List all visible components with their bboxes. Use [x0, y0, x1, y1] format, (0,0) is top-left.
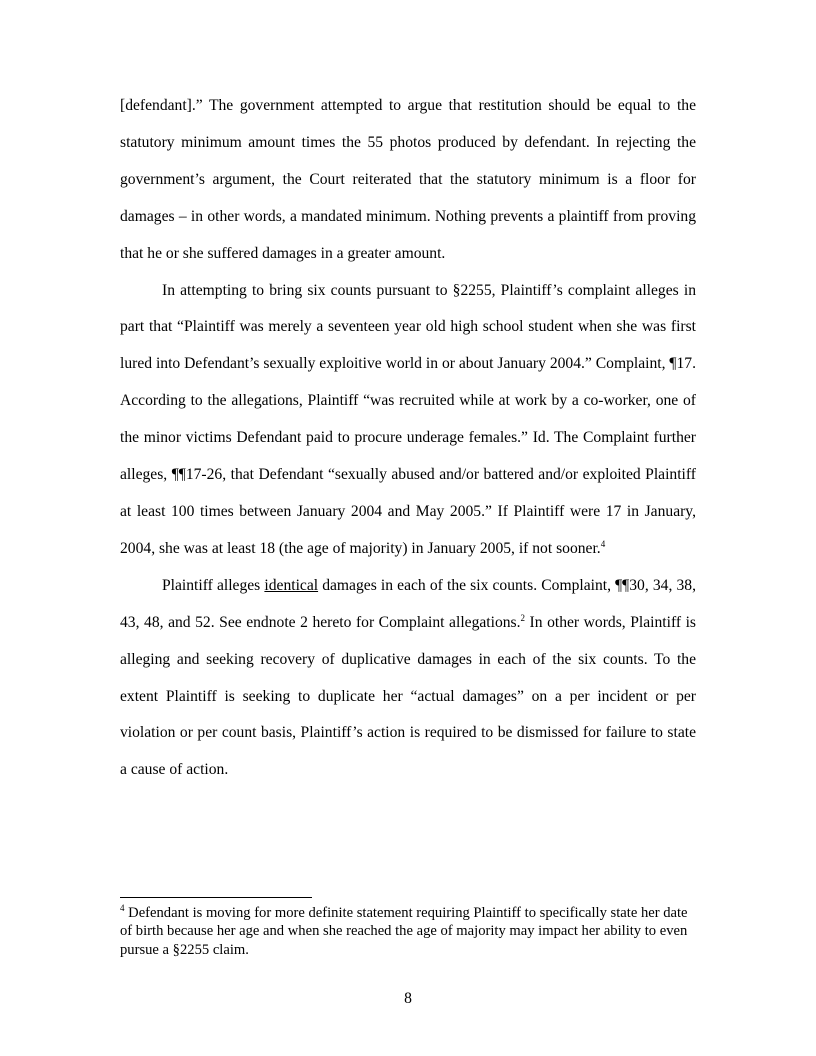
endnote-reference-2[interactable]: 2 [520, 612, 526, 623]
paragraph-age-allegations-text: In attempting to bring six counts pursuant to §2255, Plaintiff’s complaint alleges in part that “Plaintiff was merely a seventeen year old high school student when she was first lured into Defendant’s sexually exploitive world in or about January 2004.” Complaint, ¶17. According to the allegations, Plaintiff “was recruited while at work by a co-worker, one of the minor victims Defendant paid to procure underage females.” Id. The Complaint further alleges, ¶¶17-26, that Defendant “sexually abused and/or battered and/or exploited Plaintiff at least 100 times between January 2004 and May 2005.” If Plaintiff were 17 in January, 2004, she was at least 18 (the age of majority) in January 2005, if not sooner. [120, 281, 696, 557]
footnote-text: Defendant is moving for more definite statement requiring Plaintiff to specifically state her date of birth because her age and when she reached the age of majority may impact her ability to even pursue a §2255 claim. [120, 905, 688, 958]
body-text [120, 88, 696, 789]
paragraph-restitution [120, 88, 696, 273]
footnote-separator [120, 897, 312, 898]
footnote-4 [120, 904, 696, 959]
underlined-word-identical: identical [264, 576, 319, 594]
footnote-reference-4[interactable]: 4 [600, 538, 606, 549]
page-number: 8 [404, 990, 412, 1007]
paragraph-duplicative-damages-text-3: In other words, Plaintiff is alleging and seeking recovery of duplicative damages in each of the six counts. To the extent Plaintiff is seeking to duplicate her “actual damages” on a per incident or per violation or per count basis, Plaintiff’s action is required to be dismissed for failure to state a cause of action. [120, 613, 696, 779]
paragraph-duplicative-damages-text-2: damages in each of the six counts. Complaint, ¶¶30, 34, 38, 43, 48, and 52. See endnote 2 hereto for Complaint allegations. [120, 576, 696, 631]
paragraph-duplicative-damages [120, 568, 696, 789]
paragraph-restitution-text: [defendant].” The government attempted to argue that restitution should be equal to the statutory minimum amount times the 55 photos produced by defendant. In rejecting the government’s argument, the Court reiterated that the statutory minimum is a floor for damages – in other words, a mandated minimum. Nothing prevents a plaintiff from proving that he or she suffered damages in a greater amount. [120, 97, 696, 262]
footnote-number: 4 [120, 903, 125, 913]
paragraph-age-allegations [120, 273, 696, 568]
paragraph-duplicative-damages-text-1: Plaintiff alleges [162, 576, 265, 594]
